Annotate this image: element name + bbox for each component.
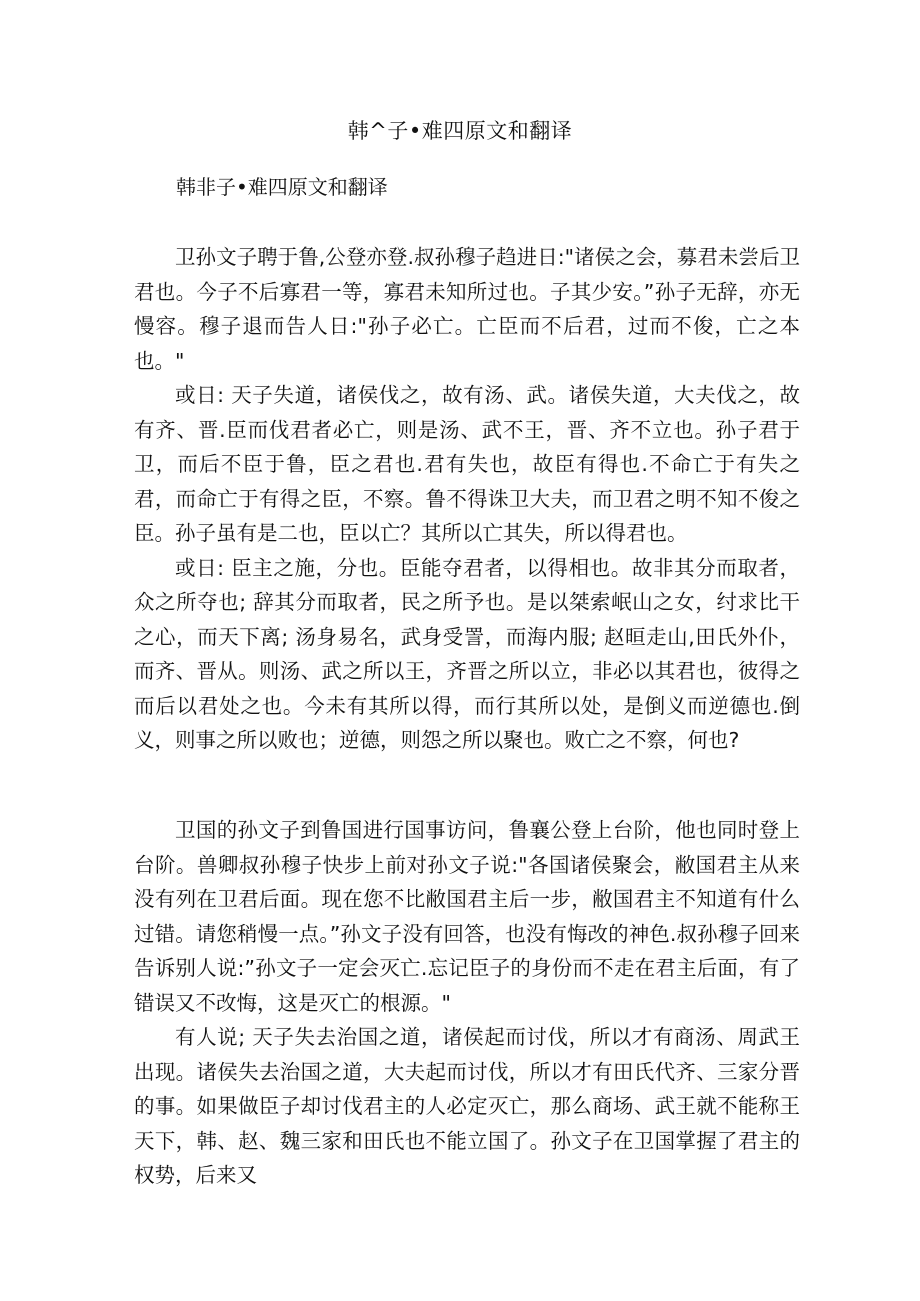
original-paragraph: 或日: 天子失道，诸侯伐之，故有汤、武。诸侯失道，大夫伐之，故有齐、晋.臣而伐君者必亡，则是汤、武不王，晋、齐不立也。孙子君于卫，而后不臣于鲁，臣之君也.君有失也，故臣有得也.不命亡于有失之君，而命亡于有得之臣，不察。鲁不得诛卫大夫，而卫君之明不知不俊之臣。孙子虽有是二也，臣以亡？其所以亡其失，所以得君也。 xyxy=(134,383,800,545)
translation-text-section xyxy=(134,813,800,1193)
original-paragraph: 或日: 臣主之施，分也。臣能夺君者，以得相也。故非其分而取者，众之所夺也; 辞其分而取者，民之所予也。是以桀索岷山之女，纣求比干之心，而天下离; 汤身易名，武身受詈，而海内服; 赵晅走山,田氏外仆，而齐、晋从。则汤、武之所以王，齐晋之所以立，非必以其君也，彼得之而后以君处之也。今未有其所以得，而行其所以处，是倒义而逆德也.倒义，则事之所以败也；逆德，则怨之所以聚也。败亡之不察，何也? xyxy=(134,555,800,752)
translation-paragraph: 卫国的孙文子到鲁国进行国事访问，鲁襄公登上台阶，他也同时登上台阶。兽卿叔孙穆子快步上前对孙文子说:"各国诸侯聚会，敝国君主从来没有列在卫君后面。现在您不比敝国君主后一步，敝国君主不知道有什么过错。请您稍慢一点。”孙文子没有回答，也没有悔改的神色.叔孙穆子回来告诉别人说:”孙文子一定会灭亡.忘记臣子的身份而不走在君主后面，有了错误又不改悔，这是灭亡的根源。" xyxy=(134,818,800,1015)
original-paragraph: 卫孙文子聘于鲁,公登亦登.叔孙穆子趋进日:"诸侯之会，募君未尝后卫君也。今子不后寡君一等，寡君未知所过也。子其少安。”孙子无辞，亦无慢容。穆子退而告人日:"孙子必亡。亡臣而不后君，过而不俊，亡之本也。" xyxy=(134,245,800,373)
original-text-section xyxy=(134,240,800,758)
page-title: 韩^子•难四原文和翻译 xyxy=(347,119,573,143)
document-subtitle: 韩非子•难四原文和翻译 xyxy=(176,175,388,199)
translation-paragraph: 有人说; 天子失去治国之道，诸侯起而讨伐，所以才有商汤、周武王出现。诸侯失去治国之道，大夫起而讨伐，所以才有田氏代齐、三家分晋的事。如果做臣子却讨伐君主的人必定灭亡，那么商场、武王就不能称王天下，韩、赵、魏三家和田氏也不能立国了。孙文子在卫国掌握了君主的权势，后来又 xyxy=(134,1025,800,1187)
